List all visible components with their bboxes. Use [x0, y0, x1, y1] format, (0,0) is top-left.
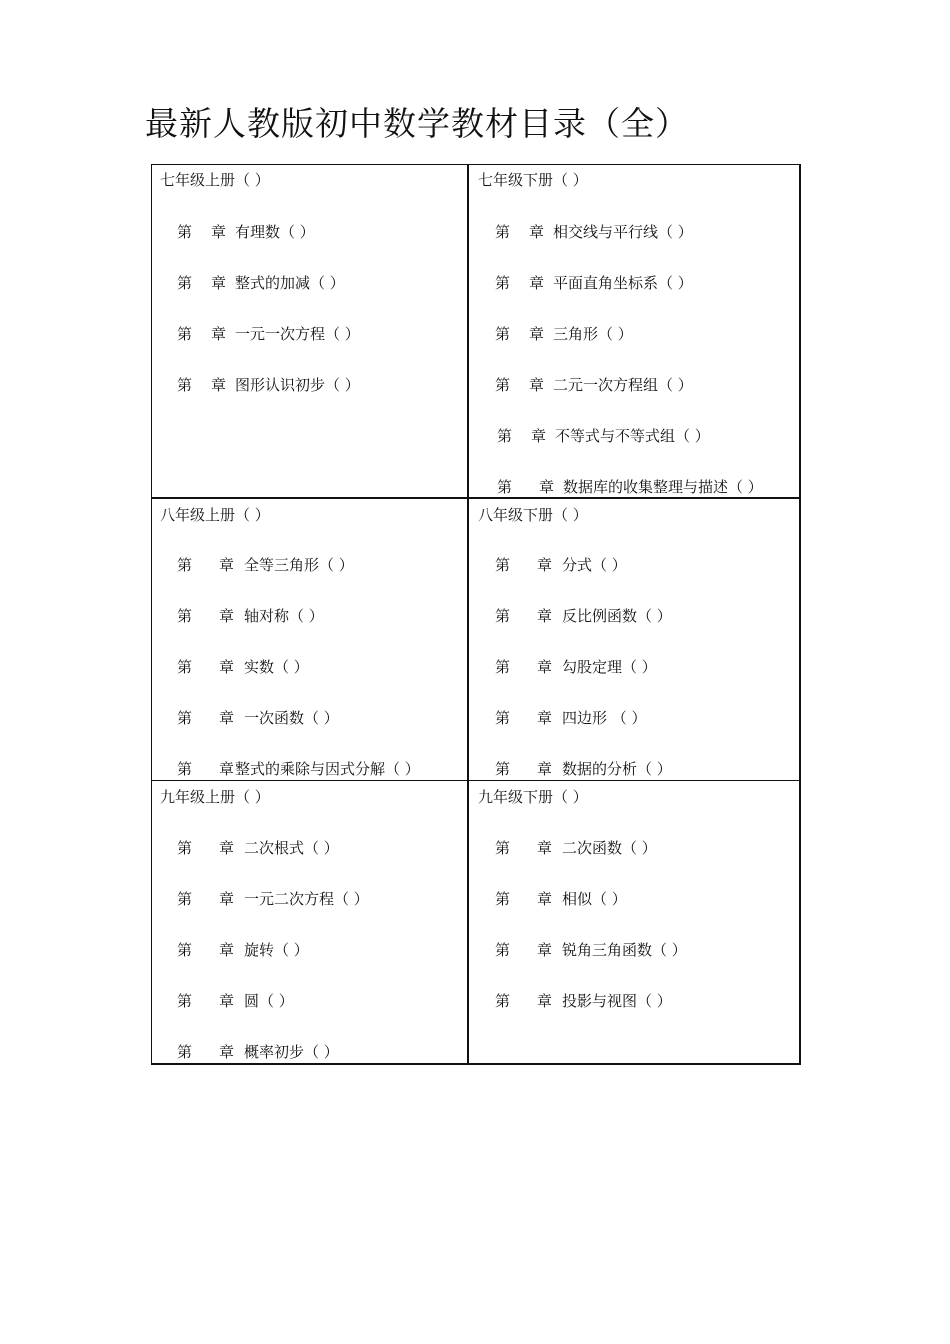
chapter-item: 第 章整式的乘除与因式分解（ ）	[177, 760, 420, 778]
chapter-item: 第 章 有理数（ ）	[177, 223, 315, 241]
grade-heading: 七年级下册（ ）	[478, 171, 588, 189]
chapter-item: 第 章 三角形（ ）	[495, 325, 633, 343]
chapter-item: 第 章 反比例函数（ ）	[495, 607, 672, 625]
chapter-item: 第 章 分式（ ）	[495, 556, 627, 574]
chapter-item: 第 章 二元一次方程组（ ）	[495, 376, 693, 394]
chapter-item: 第 章 实数（ ）	[177, 658, 309, 676]
chapter-item: 第 章 相似（ ）	[495, 890, 627, 908]
grade-heading: 九年级上册（ ）	[160, 788, 270, 806]
toc-cell-grade7-first	[151, 164, 467, 497]
chapter-item: 第 章 四边形 （ ）	[495, 709, 647, 727]
chapter-item: 第 章 数据库的收集整理与描述（ ）	[497, 478, 763, 496]
toc-cell-grade8-first	[151, 499, 467, 780]
chapter-item: 第 章 整式的加减（ ）	[177, 274, 345, 292]
chapter-item: 第 章 全等三角形（ ）	[177, 556, 354, 574]
chapter-item: 第 章 二次根式（ ）	[177, 839, 339, 857]
chapter-item: 第 章 图形认识初步（ ）	[177, 376, 360, 394]
toc-cell-grade7-second	[469, 164, 799, 497]
chapter-item: 第 章 相交线与平行线（ ）	[495, 223, 693, 241]
chapter-item: 第 章 圆（ ）	[177, 992, 294, 1010]
document-title: 最新人教版初中数学教材目录（全）	[145, 104, 689, 143]
grade-heading: 八年级上册（ ）	[160, 506, 270, 524]
toc-table	[151, 164, 801, 1065]
chapter-item: 第 章 锐角三角函数（ ）	[495, 941, 687, 959]
chapter-item: 第 章 概率初步（ ）	[177, 1043, 339, 1061]
toc-cell-grade8-second	[469, 499, 799, 780]
grade-heading: 八年级下册（ ）	[478, 506, 588, 524]
table-border-right	[799, 164, 801, 1065]
chapter-item: 第 章 二次函数（ ）	[495, 839, 657, 857]
toc-cell-grade9-first	[151, 781, 467, 1063]
grade-heading: 七年级上册（ ）	[160, 171, 270, 189]
chapter-item: 第 章 一元二次方程（ ）	[177, 890, 369, 908]
toc-cell-grade9-second	[469, 781, 799, 1063]
chapter-item: 第 章 投影与视图（ ）	[495, 992, 672, 1010]
chapter-item: 第 章 数据的分析（ ）	[495, 760, 672, 778]
chapter-item: 第 章 一元一次方程（ ）	[177, 325, 360, 343]
chapter-item: 第 章 不等式与不等式组（ ）	[497, 427, 710, 445]
chapter-item: 第 章 轴对称（ ）	[177, 607, 324, 625]
chapter-item: 第 章 平面直角坐标系（ ）	[495, 274, 693, 292]
table-border-bottom	[151, 1063, 801, 1065]
chapter-item: 第 章 勾股定理（ ）	[495, 658, 657, 676]
chapter-item: 第 章 旋转（ ）	[177, 941, 309, 959]
chapter-item: 第 章 一次函数（ ）	[177, 709, 339, 727]
grade-heading: 九年级下册（ ）	[478, 788, 588, 806]
